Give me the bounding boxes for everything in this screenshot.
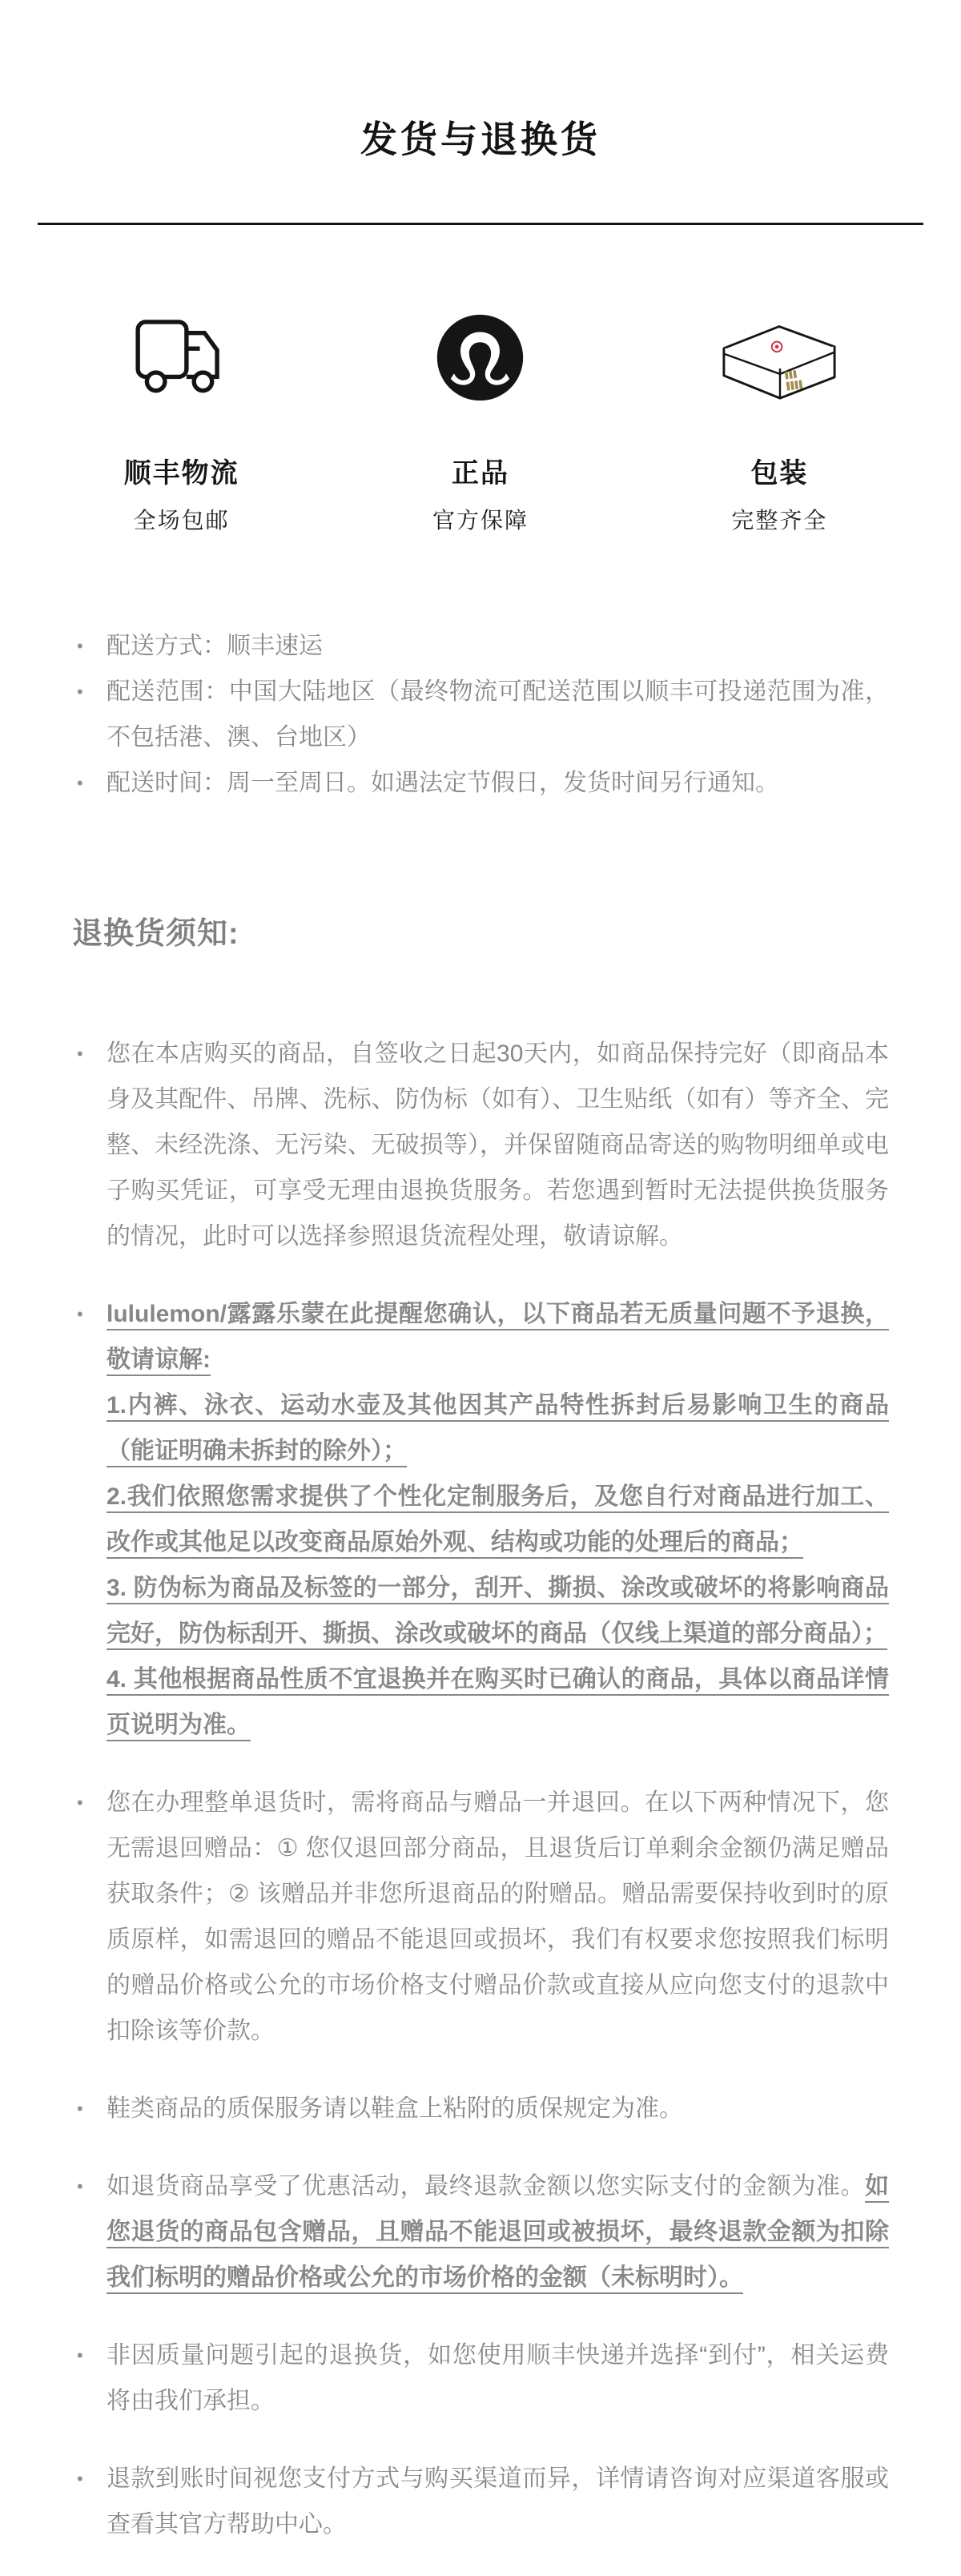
- feature-title: 顺丰物流: [123, 458, 239, 489]
- policy-text: 退款到账时间视您支付方式与购买渠道而异，详情请咨询对应渠道客服或查看其官方帮助中心。: [107, 2465, 889, 2538]
- non-returnable-rule: 4. 其他根据商品性质不宜退换并在购买时已确认的商品，具体以商品详情页说明为准。: [107, 1666, 889, 1738]
- list-item-refund-time: [77, 2456, 889, 2547]
- non-returnable-rule: 1.内裤、泳衣、运动水壶及其他因其产品特性拆封后易影响卫生的商品（能证明确未拆封的除外）；: [107, 1392, 889, 1464]
- list-item-return-shipping-fee: [77, 2332, 889, 2424]
- feature-packaging: [630, 308, 929, 535]
- policy-text-emphasized: 如您退货的商品包含赠品，且赠品不能退回或被损坏，最终退款金额为扣除我们标明的赠品价格或公允的市场价格的金额（未标明时）。: [107, 2173, 889, 2291]
- list-item-discount-refund: [77, 2163, 889, 2300]
- feature-subtitle: 完整齐全: [731, 508, 828, 533]
- non-returnable-intro: lululemon/露露乐蒙在此提醒您确认，以下商品若无质量问题不予退换，敬请谅解:: [107, 1301, 889, 1373]
- bullet-icon: •: [77, 636, 83, 656]
- policy-text: 配送方式：顺丰速运: [107, 633, 323, 659]
- lululemon-logo-icon: [331, 308, 629, 406]
- shipping-policy-list: [0, 623, 961, 806]
- policy-text: 配送范围：中国大陆地区（最终物流可配送范围以顺丰可投递范围为准，不包括港、澳、台地区）: [107, 678, 889, 751]
- returns-policy-list: [0, 1031, 961, 2547]
- feature-title: 包装: [750, 458, 809, 489]
- list-item-delivery-method: [77, 623, 889, 669]
- page-title: 发货与退换货: [360, 119, 601, 160]
- list-item-30day-policy: [77, 1031, 889, 1259]
- feature-authentic: [331, 308, 629, 535]
- list-item-non-returnable: [77, 1291, 889, 1748]
- bullet-icon: •: [77, 2345, 83, 2365]
- feature-shipping: [32, 308, 331, 535]
- policy-text: 配送时间：周一至周日。如遇法定节假日，发货时间另行通知。: [107, 770, 779, 796]
- bullet-icon: •: [77, 2176, 83, 2196]
- bullet-icon: •: [77, 2469, 83, 2489]
- feature-subtitle: 全场包邮: [133, 508, 230, 533]
- feature-title: 正品: [451, 458, 509, 489]
- policy-text: 非因质量问题引起的退换货，如您使用顺丰快递并选择“到付”，相关运费将由我们承担。: [107, 2342, 889, 2414]
- bullet-icon: •: [77, 682, 83, 702]
- list-item-shoe-warranty: [77, 2086, 889, 2131]
- policy-text: 鞋类商品的质保服务请以鞋盒上粘附的质保规定为准。: [107, 2095, 683, 2122]
- non-returnable-rule: 3. 防伪标为商品及标签的一部分，刮开、撕损、涂改或破坏的将影响商品完好，防伪标刮开、撕损、涂改或破坏的商品（仅线上渠道的部分商品）；: [107, 1575, 889, 1647]
- list-item-gift-return: [77, 1780, 889, 2054]
- list-item-delivery-time: [77, 760, 889, 806]
- bullet-icon: •: [77, 1304, 83, 1324]
- package-box-icon: [630, 308, 929, 406]
- bullet-icon: •: [77, 1044, 83, 1064]
- policy-text: 如退货商品享受了优惠活动，最终退款金额以您实际支付的金额为准。: [107, 2173, 865, 2200]
- policy-text: 您在本店购买的商品，自签收之日起30天内，如商品保持完好（即商品本身及其配件、吊牌、洗标、防伪标（如有）、卫生贴纸（如有）等齐全、完整、未经洗涤、无污染、无破损等），并保留随商品寄送的购物明细单或电子购买凭证，可享受无理由退换货服务。若您遇到暂时无法提供换货服务的情况，此时可以选择参照退货流程处理，敬请谅解。: [107, 1040, 889, 1250]
- bullet-icon: •: [77, 2099, 83, 2119]
- returns-heading: 退换货须知:: [72, 917, 239, 951]
- feature-subtitle: 官方保障: [432, 508, 529, 533]
- truck-icon: [32, 308, 331, 406]
- non-returnable-rule: 2.我们依照您需求提供了个性化定制服务后，及您自行对商品进行加工、改作或其他足以改变商品原始外观、结构或功能的处理后的商品；: [107, 1483, 889, 1556]
- feature-badges-row: [0, 308, 961, 535]
- bullet-icon: •: [77, 773, 83, 793]
- list-item-delivery-area: [77, 669, 889, 760]
- bullet-icon: •: [77, 1793, 83, 1813]
- policy-text: 您在办理整单退货时，需将商品与赠品一并退回。在以下两种情况下，您无需退回赠品：① 您仅退回部分商品，且退货后订单剩余金额仍满足赠品获取条件；② 该赠品并非您所退商品的附赠品。赠品需要保持收到时的原质原样，如需退回的赠品不能退回或损坏，我们有权要求您按照我们标明的赠品价格或公允的市场价格支付赠品价款或直接从应向您支付的退款中扣除该等价款。: [107, 1789, 889, 2044]
- divider-line: [38, 223, 923, 225]
